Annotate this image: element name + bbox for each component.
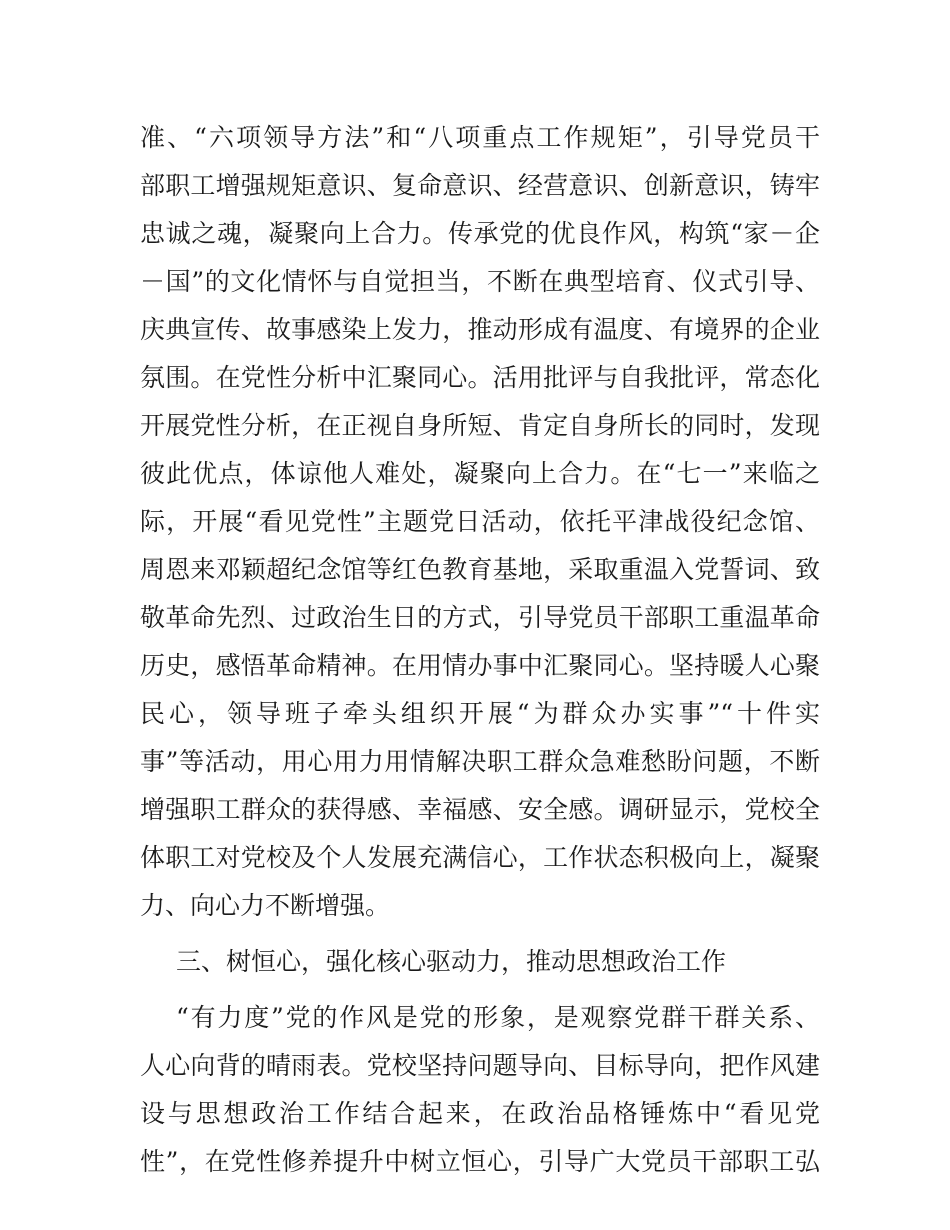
paragraph-line: 性”，在党性修养提升中树立恒心，引导广大党员干部职工弘 — [140, 1147, 820, 1176]
paragraph-line: 部职工增强规矩意识、复命意识、经营意识、创新意识，铸牢 — [140, 171, 820, 200]
paragraph-line: 准、“六项领导方法”和“八项重点工作规矩”，引导党员干 — [140, 123, 820, 152]
paragraph-line: 力、向心力不断增强。 — [140, 891, 391, 920]
paragraph-line: 忠诚之魂，凝聚向上合力。传承党的优良作风，构筑“家－企 — [140, 219, 820, 248]
section-heading: 三、树恒心，强化核心驱动力，推动思想政治工作 — [176, 947, 727, 976]
paragraph-line: 历史，感悟革命精神。在用情办事中汇聚同心。坚持暖人心聚 — [140, 651, 820, 680]
paragraph-line: 敬革命先烈、过政治生日的方式，引导党员干部职工重温革命 — [140, 603, 820, 632]
paragraph-line: 开展党性分析，在正视自身所短、肯定自身所长的同时，发现 — [140, 411, 820, 440]
paragraph-line: “有力度”党的作风是党的形象，是观察党群干群关系、 — [176, 1003, 820, 1032]
paragraph-line: 人心向背的晴雨表。党校坚持问题导向、目标导向，把作风建 — [140, 1051, 820, 1080]
paragraph-line: 事”等活动，用心用力用情解决职工群众急难愁盼问题，不断 — [140, 747, 820, 776]
paragraph-line: 民心，领导班子牵头组织开展“为群众办实事”“十件实 — [140, 699, 820, 728]
paragraph-line: 设与思想政治工作结合起来，在政治品格锤炼中“看见党 — [140, 1099, 820, 1128]
paragraph-line: 增强职工群众的获得感、幸福感、安全感。调研显示，党校全 — [140, 795, 820, 824]
paragraph-line: 彼此优点，体谅他人难处，凝聚向上合力。在“七一”来临之 — [140, 459, 820, 488]
paragraph-line: 际，开展“看见党性”主题党日活动，依托平津战役纪念馆、 — [140, 507, 820, 536]
paragraph-line: 氛围。在党性分析中汇聚同心。活用批评与自我批评，常态化 — [140, 363, 820, 392]
paragraph-line: 体职工对党校及个人发展充满信心，工作状态积极向上，凝聚 — [140, 843, 820, 872]
paragraph-line: －国”的文化情怀与自觉担当，不断在典型培育、仪式引导、 — [140, 267, 820, 296]
paragraph-line: 庆典宣传、故事感染上发力，推动形成有温度、有境界的企业 — [140, 315, 820, 344]
paragraph-line: 周恩来邓颖超纪念馆等红色教育基地，采取重温入党誓词、致 — [140, 555, 820, 584]
